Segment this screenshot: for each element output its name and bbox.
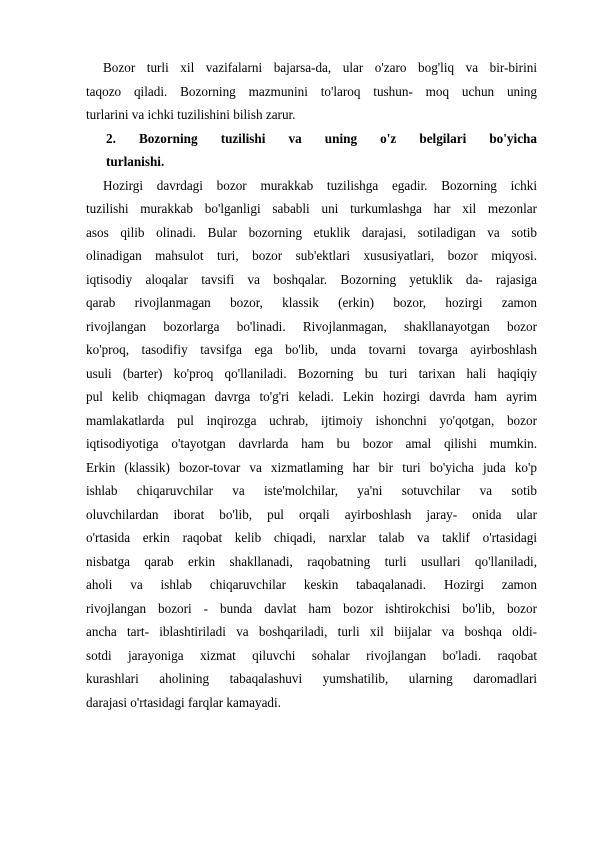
text-line: qarab rivojlanmagan bozor, klassik (erkin) bozor, hozirgi zamon <box>86 295 537 310</box>
text-line: mamlakatlarda pul inqirozga uchrab, ijtimoiy ishonchni yo'qotgan, bozor <box>86 412 537 428</box>
text-line: Bozor turli xil vazifalarni bajarsa-da, ular o'zaro bog'liq va bir-birini <box>103 60 537 75</box>
text-line: ancha tart- iblashtiriladi va boshqariladi, turli xil biijalar va boshqa oldi- <box>86 624 537 639</box>
text-line: ishlab chiqaruvchilar va iste'molchilar, ya'ni sotuvchilar va sotib <box>86 483 537 498</box>
document-page <box>86 56 537 714</box>
text-line: oluvchilardan iborat bo'lib, pul orqali ayirboshlash jaray- onida ular <box>86 506 537 522</box>
text-line: rivojlangan bozorlarga bo'linadi. Rivojlanmagan, shakllanayotgan bozor <box>86 318 537 334</box>
paragraph-body <box>86 174 537 715</box>
heading-word: Bozorning <box>138 130 198 146</box>
text-line: olinadigan mahsulot turi, bozor sub'ektlari xususiyatlari, bozor miqyosi. <box>86 248 537 263</box>
heading-word: belgilari <box>419 130 467 146</box>
text-line: o'rtasida erkin raqobat kelib chiqadi, narxlar talab va taklif o'rtasidagi <box>86 530 537 545</box>
text-line: taqozo qiladi. Bozorning mazmunini to'laroq tushun- moq uchun uning <box>86 83 537 99</box>
text-line: asos qilib olinadi. Bular bozorning etuklik darajasi, sotiladigan va sotib <box>86 224 537 240</box>
text-line: ko'proq, tasodifiy tavsifga ega bo'lib, unda tovarni tovarga ayirboshlash <box>86 342 537 357</box>
text-line: turlarini va ichki tuzilishini bilish zarur. <box>86 107 296 122</box>
heading-continuation: turlanishi. <box>106 154 165 169</box>
text-line: tuzilishi murakkab bo'lganligi sababli uni turkumlashga har xil mezonlar <box>86 201 537 216</box>
text-line: aholi va ishlab chiqaruvchilar keskin tabaqalanadi. Hozirgi zamon <box>86 577 537 592</box>
text-line: kurashlari aholining tabaqalashuvi yumshatilib, ularning daromadlari <box>86 671 537 686</box>
heading-word: tuzilishi <box>220 130 266 146</box>
heading-number: 2. <box>106 130 116 146</box>
text-line: nisbatga qarab erkin shakllanadi, raqobatning turli usullari qo'llaniladi, <box>86 553 537 569</box>
text-line: pul kelib chiqmagan davrga to'g'ri keladi. Lekin hozirgi davrda ham ayrim <box>86 389 537 404</box>
heading-line <box>86 127 537 151</box>
section-heading <box>86 127 537 174</box>
text-line: darajasi o'rtasidagi farqlar kamayadi. <box>86 694 281 710</box>
heading-word: uning <box>324 130 358 146</box>
paragraph-intro <box>86 56 537 127</box>
text-line: iqtisodiy aloqalar tavsifi va boshqalar. Bozorning yetuklik da- rajasiga <box>86 271 537 287</box>
heading-word: va <box>288 130 302 146</box>
text-line: iqtisodiyotiga o'tayotgan davrlarda ham bu bozor amal qilishi mumkin. <box>86 436 537 451</box>
text-line: Hozirgi davrdagi bozor murakkab tuzilishga egadir. Bozorning ichki <box>103 177 537 193</box>
text-line: rivojlangan bozori - bunda davlat ham bozor ishtirokchisi bo'lib, bozor <box>86 600 537 616</box>
text-line: sotdi jarayoniga xizmat qiluvchi sohalar rivojlangan bo'ladi. raqobat <box>86 647 537 663</box>
text-line: Erkin (klassik) bozor-tovar va xizmatlaming har bir turi bo'yicha juda ko'p <box>86 459 537 475</box>
text-line: usuli (barter) ko'proq qo'llaniladi. Bozorning bu turi tarixan hali haqiqiy <box>86 365 537 381</box>
heading-word: bo'yicha <box>489 130 537 146</box>
heading-word: o'z <box>380 130 397 146</box>
